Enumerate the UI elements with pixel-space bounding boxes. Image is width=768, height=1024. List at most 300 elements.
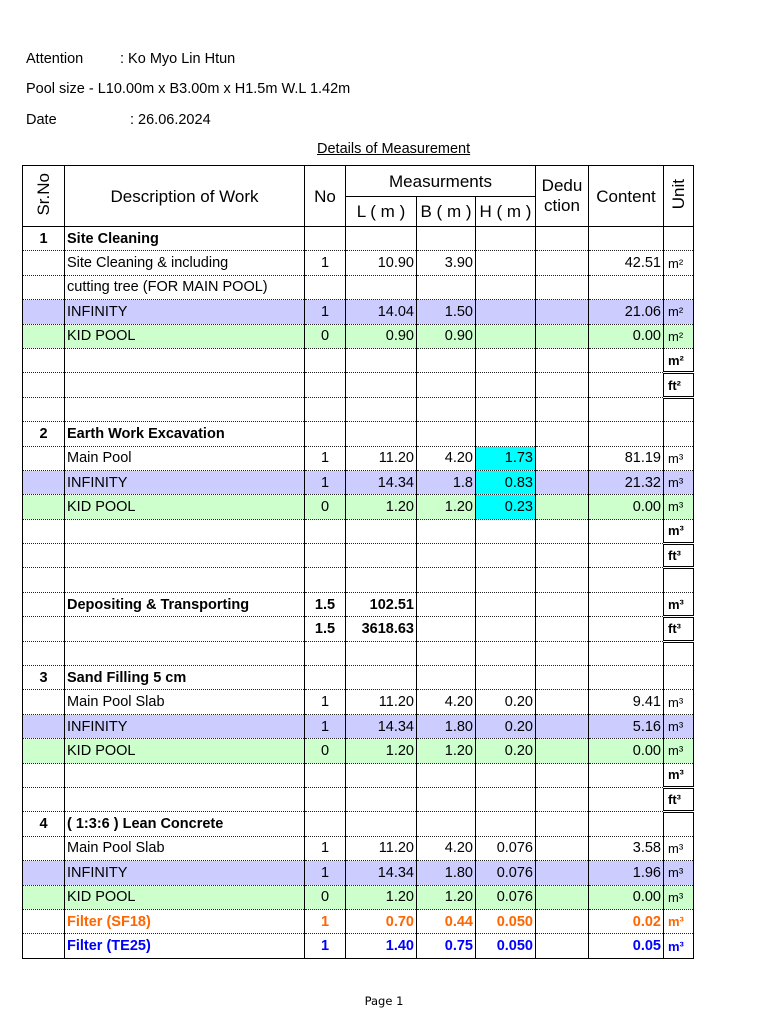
height-cell [476,397,536,421]
deduction-cell [536,617,589,641]
sr-no-cell [23,787,65,811]
attention-label: Attention [26,51,84,67]
header-content: Content [589,166,664,227]
deduction-cell [536,300,589,324]
length-cell: 11.20 [346,836,417,860]
description-cell: KID POOL [65,739,305,763]
unit-cell: m² [664,251,694,275]
description-cell: cutting tree (FOR MAIN POOL) [65,275,305,299]
height-cell [476,592,536,616]
length-cell: 0.70 [346,909,417,933]
unit-cell [664,422,694,446]
description-cell [65,568,305,592]
content-cell [589,519,664,543]
no-cell [305,422,346,446]
content-cell [589,787,664,811]
breadth-cell [417,592,476,616]
length-cell: 1.20 [346,885,417,909]
table-row [23,568,694,592]
height-cell [476,373,536,397]
height-cell: 0.20 [476,714,536,738]
deduction-cell [536,885,589,909]
breadth-cell [417,763,476,787]
no-cell: 0 [305,885,346,909]
height-cell [476,544,536,568]
height-cell: 0.20 [476,690,536,714]
sr-no-cell [23,251,65,275]
breadth-cell: 4.20 [417,690,476,714]
length-cell [346,544,417,568]
date-line [26,112,211,128]
description-cell: KID POOL [65,324,305,348]
height-cell: 0.076 [476,885,536,909]
height-cell [476,641,536,665]
description-cell [65,544,305,568]
content-cell [589,812,664,836]
header-sr-no: Sr.No [23,166,65,227]
height-cell: 0.050 [476,934,536,958]
no-cell: 0 [305,495,346,519]
height-cell: 1.73 [476,446,536,470]
content-cell: 21.32 [589,470,664,494]
breadth-cell: 0.90 [417,324,476,348]
length-cell [346,568,417,592]
deduction-cell [536,861,589,885]
length-cell: 14.34 [346,470,417,494]
height-cell: 0.83 [476,470,536,494]
unit-cell: m² [664,324,694,348]
sr-no-cell [23,495,65,519]
content-cell [589,666,664,690]
table-row [23,763,694,787]
no-cell: 1 [305,470,346,494]
breadth-cell [417,641,476,665]
no-cell: 1 [305,934,346,958]
deduction-cell [536,495,589,519]
height-cell: 0.076 [476,861,536,885]
description-cell: INFINITY [65,470,305,494]
height-cell: 0.20 [476,739,536,763]
deduction-cell [536,641,589,665]
table-body [23,227,694,959]
breadth-cell [417,617,476,641]
description-cell [65,373,305,397]
description-cell: KID POOL [65,495,305,519]
sr-no-cell [23,861,65,885]
content-cell [589,568,664,592]
header-no: No [305,166,346,227]
sr-no-cell [23,763,65,787]
unit-cell [664,812,694,836]
no-cell: 1.5 [305,617,346,641]
no-cell [305,812,346,836]
content-cell: 0.00 [589,324,664,348]
table-row [23,227,694,251]
unit-cell: ft³ [664,544,694,568]
description-cell: Main Pool [65,446,305,470]
sr-no-cell [23,690,65,714]
attention-line [26,51,236,67]
deduction-cell [536,275,589,299]
attention-value: : Ko Myo Lin Htun [120,51,236,67]
unit-cell: ft² [664,373,694,397]
height-cell [476,324,536,348]
height-cell [476,568,536,592]
content-cell [589,422,664,446]
description-cell: Sand Filling 5 cm [65,666,305,690]
unit-cell: m² [664,300,694,324]
height-cell [476,812,536,836]
breadth-cell [417,227,476,251]
unit-cell: m³ [664,470,694,494]
length-cell: 14.34 [346,714,417,738]
description-cell [65,787,305,811]
sr-no-cell [23,592,65,616]
unit-cell: m³ [664,909,694,933]
deduction-cell [536,544,589,568]
deduction-cell [536,568,589,592]
table-row [23,397,694,421]
deduction-cell [536,227,589,251]
page-heading: Details of Measurement [317,141,471,157]
unit-cell: m³ [664,446,694,470]
description-cell: Main Pool Slab [65,836,305,860]
breadth-cell: 0.75 [417,934,476,958]
description-cell: Site Cleaning & including [65,251,305,275]
length-cell: 1.20 [346,739,417,763]
unit-cell: m² [664,348,694,372]
content-cell [589,617,664,641]
breadth-cell [417,568,476,592]
breadth-cell [417,397,476,421]
no-cell: 0 [305,739,346,763]
sr-no-cell [23,324,65,348]
breadth-cell [417,544,476,568]
breadth-cell: 1.20 [417,885,476,909]
description-cell: KID POOL [65,885,305,909]
length-cell: 1.20 [346,495,417,519]
measurement-table [22,165,694,959]
deduction-cell [536,422,589,446]
content-cell: 0.00 [589,885,664,909]
no-cell: 1 [305,690,346,714]
breadth-cell [417,666,476,690]
breadth-cell: 4.20 [417,446,476,470]
unit-cell: m³ [664,495,694,519]
unit-cell: m³ [664,836,694,860]
breadth-cell [417,422,476,446]
length-cell [346,227,417,251]
length-cell: 11.20 [346,446,417,470]
table-row [23,300,694,324]
unit-cell: m³ [664,714,694,738]
height-cell: 0.076 [476,836,536,860]
height-cell: 0.050 [476,909,536,933]
length-cell: 10.90 [346,251,417,275]
table-row [23,617,694,641]
no-cell [305,227,346,251]
height-cell [476,300,536,324]
unit-cell [664,275,694,299]
height-cell [476,787,536,811]
deduction-cell [536,373,589,397]
sr-no-cell [23,544,65,568]
table-row [23,251,694,275]
deduction-cell [536,446,589,470]
table-row [23,885,694,909]
content-cell [589,641,664,665]
description-cell: INFINITY [65,714,305,738]
deduction-cell [536,519,589,543]
no-cell [305,519,346,543]
deduction-cell [536,909,589,933]
deduction-cell [536,739,589,763]
no-cell: 1 [305,861,346,885]
breadth-cell: 0.44 [417,909,476,933]
content-cell: 81.19 [589,446,664,470]
sr-no-cell [23,300,65,324]
content-cell: 0.05 [589,934,664,958]
sr-no-cell [23,568,65,592]
sr-no-cell [23,397,65,421]
deduction-cell [536,714,589,738]
no-cell [305,397,346,421]
deduction-cell [536,787,589,811]
length-cell [346,373,417,397]
description-cell [65,617,305,641]
content-cell [589,397,664,421]
length-cell [346,275,417,299]
table-row [23,275,694,299]
length-cell [346,812,417,836]
description-cell [65,348,305,372]
pool-size-line: Pool size - L10.00m x B3.00m x H1.5m W.L 1.42m [26,81,351,97]
breadth-cell: 1.20 [417,495,476,519]
sr-no-cell [23,909,65,933]
height-cell [476,275,536,299]
height-cell [476,519,536,543]
content-cell: 0.02 [589,909,664,933]
deduction-cell [536,348,589,372]
no-cell [305,373,346,397]
header-measurements: Measurments [346,166,536,197]
unit-cell [664,568,694,592]
content-cell [589,763,664,787]
table-row [23,861,694,885]
content-cell [589,275,664,299]
table-row [23,519,694,543]
no-cell: 0 [305,324,346,348]
table-row [23,641,694,665]
sr-no-cell [23,373,65,397]
height-cell [476,763,536,787]
breadth-cell: 1.8 [417,470,476,494]
content-cell [589,373,664,397]
deduction-cell [536,763,589,787]
content-cell: 1.96 [589,861,664,885]
table-row [23,739,694,763]
sr-no-cell [23,275,65,299]
content-cell: 0.00 [589,739,664,763]
sr-no-cell [23,885,65,909]
description-cell [65,519,305,543]
table-row [23,909,694,933]
sr-no-cell [23,519,65,543]
length-cell: 3618.63 [346,617,417,641]
content-cell [589,592,664,616]
breadth-cell: 1.20 [417,739,476,763]
deduction-cell [536,690,589,714]
deduction-cell [536,397,589,421]
content-cell: 21.06 [589,300,664,324]
no-cell: 1 [305,251,346,275]
content-cell: 9.41 [589,690,664,714]
header-description: Description of Work [65,166,305,227]
header-b: B ( m ) [417,197,476,227]
unit-cell: m³ [664,519,694,543]
description-cell: Depositing & Transporting [65,592,305,616]
unit-cell: m³ [664,739,694,763]
unit-cell: m³ [664,885,694,909]
length-cell [346,787,417,811]
deduction-cell [536,934,589,958]
length-cell [346,763,417,787]
no-cell: 1 [305,300,346,324]
unit-cell: m³ [664,763,694,787]
unit-cell: m³ [664,861,694,885]
content-cell: 0.00 [589,495,664,519]
content-cell [589,227,664,251]
no-cell [305,641,346,665]
table-row [23,934,694,958]
sr-no-cell [23,934,65,958]
breadth-cell: 4.20 [417,836,476,860]
no-cell [305,568,346,592]
length-cell [346,422,417,446]
no-cell: 1 [305,446,346,470]
sr-no-cell [23,714,65,738]
deduction-cell [536,470,589,494]
sr-no-cell [23,348,65,372]
sr-no-cell [23,739,65,763]
breadth-cell [417,519,476,543]
unit-cell [664,397,694,421]
deduction-cell [536,592,589,616]
no-cell [305,544,346,568]
header-unit: Unit [664,166,694,227]
table-row [23,812,694,836]
description-cell [65,641,305,665]
table-row [23,666,694,690]
content-cell [589,544,664,568]
table-row [23,592,694,616]
no-cell [305,275,346,299]
height-cell [476,666,536,690]
height-cell: 0.23 [476,495,536,519]
height-cell [476,251,536,275]
table-row [23,324,694,348]
length-cell: 0.90 [346,324,417,348]
description-cell: INFINITY [65,861,305,885]
table-row [23,787,694,811]
description-cell: ( 1:3:6 ) Lean Concrete [65,812,305,836]
breadth-cell [417,787,476,811]
length-cell: 1.40 [346,934,417,958]
sr-no-cell: 3 [23,666,65,690]
sr-no-cell [23,470,65,494]
table-row [23,373,694,397]
length-cell: 11.20 [346,690,417,714]
breadth-cell: 1.50 [417,300,476,324]
no-cell: 1 [305,909,346,933]
length-cell [346,641,417,665]
deduction-cell [536,812,589,836]
deduction-cell [536,666,589,690]
unit-cell: ft³ [664,787,694,811]
date-label: Date [26,112,57,128]
header-h: H ( m ) [476,197,536,227]
height-cell [476,227,536,251]
height-cell [476,422,536,446]
sr-no-cell: 4 [23,812,65,836]
no-cell: 1.5 [305,592,346,616]
no-cell [305,787,346,811]
table-row [23,495,694,519]
page-footer: Page 1 [364,994,404,1008]
length-cell: 102.51 [346,592,417,616]
no-cell: 1 [305,836,346,860]
content-cell: 3.58 [589,836,664,860]
length-cell [346,666,417,690]
deduction-cell [536,324,589,348]
table-row [23,836,694,860]
length-cell [346,397,417,421]
no-cell [305,348,346,372]
date-value: : 26.06.2024 [130,112,211,128]
description-cell: Earth Work Excavation [65,422,305,446]
breadth-cell [417,812,476,836]
table-row [23,348,694,372]
breadth-cell [417,275,476,299]
unit-cell [664,641,694,665]
height-cell [476,348,536,372]
sr-no-cell: 2 [23,422,65,446]
breadth-cell: 1.80 [417,861,476,885]
unit-cell [664,227,694,251]
description-cell: Filter (TE25) [65,934,305,958]
breadth-cell [417,348,476,372]
deduction-cell [536,836,589,860]
height-cell [476,617,536,641]
sr-no-cell [23,836,65,860]
description-cell [65,763,305,787]
header-l: L ( m ) [346,197,417,227]
breadth-cell: 1.80 [417,714,476,738]
description-cell: Site Cleaning [65,227,305,251]
length-cell [346,519,417,543]
no-cell: 1 [305,714,346,738]
content-cell [589,348,664,372]
no-cell [305,763,346,787]
unit-cell: m³ [664,690,694,714]
header-deduction: Dedu ction [536,166,589,227]
table-row [23,714,694,738]
no-cell [305,666,346,690]
description-cell: Filter (SF18) [65,909,305,933]
table-row [23,690,694,714]
length-cell: 14.04 [346,300,417,324]
sr-no-cell [23,446,65,470]
